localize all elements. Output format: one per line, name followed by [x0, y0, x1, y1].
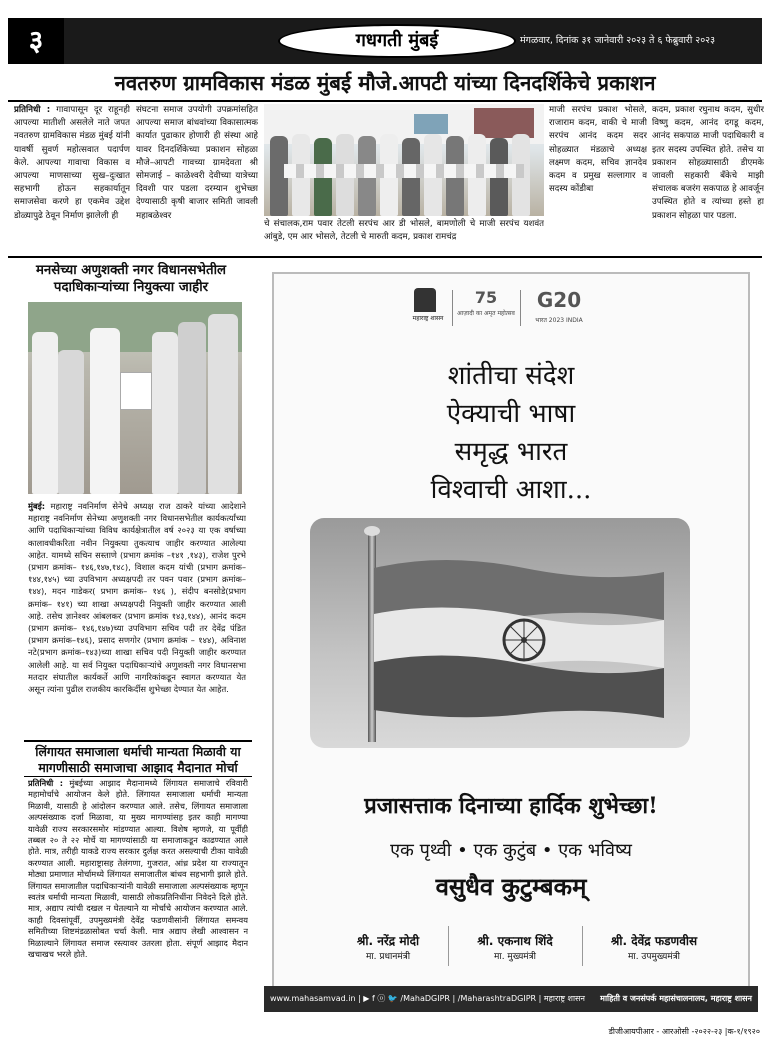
ad-logos	[408, 288, 598, 332]
logo-amrit-text: आज़ादी का अमृत महोत्सव	[457, 310, 515, 317]
leader-2-role: मा. मुख्यमंत्री	[494, 952, 536, 962]
story1-column-4: माजी सरपंच प्रकाश भोसले, राजाराम कदम, वाकी चे माजी सरपंच आनंद कदम सदर सोहळ्यात मंडळाचे अध्यक्ष लक्ष्मण कदम, सचिव ज्ञानदेव कदम व प्रमुख सल्लागार व सदस्य कोंडीबा	[549, 105, 647, 195]
photo-window	[414, 114, 448, 134]
story1-headline: नवतरुण ग्रामविकास मंडळ मुंबई मौजे.आपटी यांच्या दिनदर्शिकेचे प्रकाशन	[8, 66, 762, 102]
page-number: ३	[8, 18, 64, 64]
flag-pole-top	[364, 526, 380, 536]
logo-maharashtra-label: महाराष्ट्र शासन	[412, 315, 444, 322]
story1-photo-continuation: चे संचालक,राम पवार तेटली सरपंच आर डी भोसले, बामणोली चे माजी सरपंच यशवंत आंबुडे, एम आर भोसले, तेटली चे मारुती कदम, प्रकाश रामचंद्र	[264, 219, 544, 243]
story2-headline: मनसेच्या अणुशक्ती नगर विधानसभेतील पदाधिकाऱ्यांच्या नियुक्त्या जाहीर	[35, 263, 227, 295]
story3-headline-box	[24, 740, 252, 777]
story3-headline: लिंगायत समाजाला धर्माची मान्यता मिळावी या मागणीसाठी समाजाचा आझाद मैदानात मोर्चा	[35, 744, 241, 775]
government-advertisement	[258, 262, 764, 1018]
story2-dateline: मुंबई:	[28, 501, 46, 511]
leader-3-role: मा. उपमुख्यमंत्री	[627, 952, 681, 962]
photo-letter	[120, 372, 152, 410]
story3-body-text: मुंबईच्या आझाद मैदानामध्ये लिंगायत समाजाचे रविवारी महामोर्चाचे आयोजन केले होते. लिंगायत समाजाला धर्माची मान्यता मिळावी, यासाठी हे आंदोलन करण्यात आले. तसेच, लिंगायत समाजाला अल्पसंख्याक दर्जा मिळावा, या मुख्य मागण्यांसह इतर काही मागण्या यावेळी राज्य सरकारसमोर मांडण्यात आल्या. विशेष म्हणजे, या पूर्वीही तब्बल २० ते २२ मोर्चे या मागण्यांसाठी या समाजाकडून काढण्यात आले होते. मात्र, तरीही याकडे राज्य सरकार दुर्लक्ष करत असल्याची टीका यावेळी करण्यात आली. महाराष्ट्रासह तेलंगणा, गुजरात, आंध्र प्रदेश या राज्यातून मोठ्या प्रमाणात मोर्चामध्ये लिंगायत समाजातील बांधव सहभागी झाले होते. लिंगायत समाजातील पदाधिकाऱ्यांनी यावेळी समाजाला अल्पसंख्याक म्हणून स्वतंत्र धर्माची मान्यता मिळावी, यासाठी लोकप्रतिनिधींना निवेदने दिले होते. मात्र, अद्याप त्यांची दखल न घेतल्याने या मोर्चाचे आयोजन करण्यात आले. काही दिवसांपूर्वी, उपमुख्यमंत्री देवेंद्र फडणवीसांनी लिंगायत समन्वय समितीच्या शिष्टमंडळासोबत चर्चा केली. मात्र अद्याप लेखी आश्वासन न मिळाल्याने लिंगायत समाज रस्त्यावर उतरला होता. संपूर्ण आझाद मैदान खचाखच भरले होते.	[28, 778, 248, 960]
logo-amrit-75: 75	[474, 288, 498, 307]
ad-line-4: विश्वाची आशा...	[430, 475, 592, 505]
leader-1-name: श्री. नरेंद्र मोदी	[356, 934, 420, 948]
story1-column-2: संघटना समाज उपयोगी उपक्रमांसहित आपल्या समाज बांधवांच्या विकासात्मक कार्यात पुढाकार होणारी ही संस्था आहे यावर दिनदर्शिकेच्या प्रकाशन सोहळा मौजे–आपटी गावच्या ग्रामदेवता श्री सोमजाई – काळेश्वरी देवीच्या यात्रेच्या दिवशी पार पडला दरम्यान शुभेच्छा देण्यासाठी कृषी बाजार समिती जावली महाबळेश्वर	[136, 105, 258, 221]
page-header	[8, 18, 762, 64]
story1-column-5: कदम, प्रकाश रघुनाथ कदम, सुधीर विष्णु कदम, आनंद दगडू कदम, आनंद सकपाळ माजी पदाधिकारी व इतर सदस्य उपस्थित होते. तसेच या प्रकाशन सोहळ्यासाठी डीएमके जावली सहकारी बँकेचे माझी संचालक बजरंग सकपाळ हे आवर्जून उपस्थित होते व त्यांच्या हस्ते हा प्रकाशन सोहळा पार पडला.	[652, 105, 764, 221]
ad-line-1: शांतीचा संदेश	[447, 361, 575, 391]
leader-divider-1	[448, 926, 449, 966]
flag-image	[310, 518, 690, 748]
ad-line-3: समृद्ध भारत	[454, 437, 568, 467]
leader-divider-2	[582, 926, 583, 966]
story2-body	[28, 500, 246, 732]
ad-motto-sanskrit: वसुधैव कुटुम्बकम्	[435, 872, 587, 901]
story3-dateline: प्रतिनिधी :	[28, 778, 64, 788]
leader-card-1	[328, 932, 448, 972]
story2-photo	[28, 302, 242, 494]
ad-motto: एक पृथ्वी • एक कुटुंब • एक भविष्य	[390, 840, 632, 861]
emblem-icon	[414, 288, 436, 312]
leader-3-name: श्री. देवेंद्र फडणवीस	[610, 934, 698, 948]
story1-dateline: प्रतिनिधी :	[14, 105, 51, 115]
story1-photo	[264, 104, 544, 216]
ad-release-code: डीजीआयपीआर - आरओसी -२०२२-२३ |क-१/१९२०	[608, 1027, 760, 1036]
photo-calendars	[284, 164, 524, 178]
masthead-logo: गधगती मुंबई	[278, 24, 516, 58]
leader-2-name: श्री. एकनाथ शिंदे	[477, 934, 553, 948]
leader-1-role: मा. प्रधानमंत्री	[365, 952, 411, 962]
ad-footer-bar	[264, 986, 758, 1012]
flag-cloth	[374, 558, 664, 728]
ad-footer-social: www.mahasamvad.in | ▶ f ⓞ 🐦 /MahaDGIPR | /MaharashtraDGIPR | महाराष्ट्र शासन	[270, 994, 585, 1003]
logo-divider-2	[520, 290, 521, 326]
story1-column-1	[14, 104, 130, 254]
logo-g20-sub: भारत 2023 INDIA	[535, 317, 583, 324]
ad-greeting: प्रजासत्ताक दिनाच्या हार्दिक शुभेच्छा!	[364, 793, 658, 819]
story3-body	[28, 778, 248, 1010]
logo-g20: G20	[536, 288, 582, 312]
section-divider	[8, 256, 762, 258]
issue-dateline: मंगळवार, दिनांक ३१ जानेवारी २०२३ ते ६ फेब्रुवारी २०२३	[520, 35, 716, 46]
leader-card-3	[584, 932, 724, 972]
story1-col1-text: गावापासून दूर राहूनही आपल्या मातीशी असलेले नाते जपत नवतरुण ग्रामविकास मंडळ मुंबई यांनी यावर्षी सुवर्ण महोत्सवात पदार्पण केले. आपल्या गावाचा विकास व आपल्या माणसाच्या सुख–दुःखात सहभागी होऊन सहकार्यातून समाजसेवा करणे हा एकमेव उद्देश डोळ्यापुढे ठेवून निर्माण झालेली ही	[14, 105, 130, 221]
story2-body-text: महाराष्ट्र नवनिर्माण सेनेचे अध्यक्ष राज ठाकरे यांच्या आदेशाने महाराष्ट्र नवनिर्माण सेनेच्या अणुशक्ती नगर विधानसभेतील कार्यकर्त्यांच्या आणि पदाधिकाऱ्यांच्या विविध कार्यक्षेत्रातील वर्ष २०२३ या एक वर्षाच्या कालावधीकरिता नवीन नियुक्त्या तुकत्याच जाहीर करण्यात आलेल्या आहेत. यामध्ये सचिन सस्ताणे (प्रभाग क्रमांक –१४१ ,१४३), राजेश पुरभे (प्रभाग क्रमांक– १४६,१४७,१४८), विशाल कदम यांची (प्रभाग क्रमांक–१४४,१४५) च्या उपविभाग अध्यक्षपदी तर पवन पवार (प्रभाग क्रमांक– १४४), मदन गाडेकर( प्रभाग क्रमांक– १४६ ), संदीप बनसोडे(प्रभाग क्रमांक– १४१) च्या शाखा अध्यक्षपदी नियुक्ती जाहीर करण्यात आली आहे. तसेच ज्ञानेश्वर आंबलकर (प्रभाग क्रमांक १४३,१४४), आनंद कदम (प्रभाग क्रमांक– १४६,१४७)च्या उपविभाग सचिव पदी तर देवेंद्र पंडित (प्रभाग क्रमांक–१४६), प्रसाद सणगोर (प्रभाग क्रमांक – १४४), अविनाश नटे(प्रभाग क्रमांक–१४३)च्या शाखा सचिव पदी नियुक्ती जाहीर करण्यात आलेली आहे. या सर्व नियुक्त पदाधिकाऱ्यांचे अणुशक्ती नगर विधानसभा मतदार संघातील कार्यकर्ते आणि नागरिकांकडून स्वागत करण्यात येत असून त्यांना पुढील राजकीय कारकिर्दीस शुभेच्छा देण्यात येत आहेत.	[28, 501, 246, 695]
leader-card-2	[450, 932, 580, 972]
logo-divider	[452, 290, 453, 326]
ad-line-2: ऐक्याची भाषा	[446, 399, 576, 429]
ad-footer-dept: माहिती व जनसंपर्क महासंचालनालय, महाराष्ट्र शासन	[600, 994, 752, 1003]
